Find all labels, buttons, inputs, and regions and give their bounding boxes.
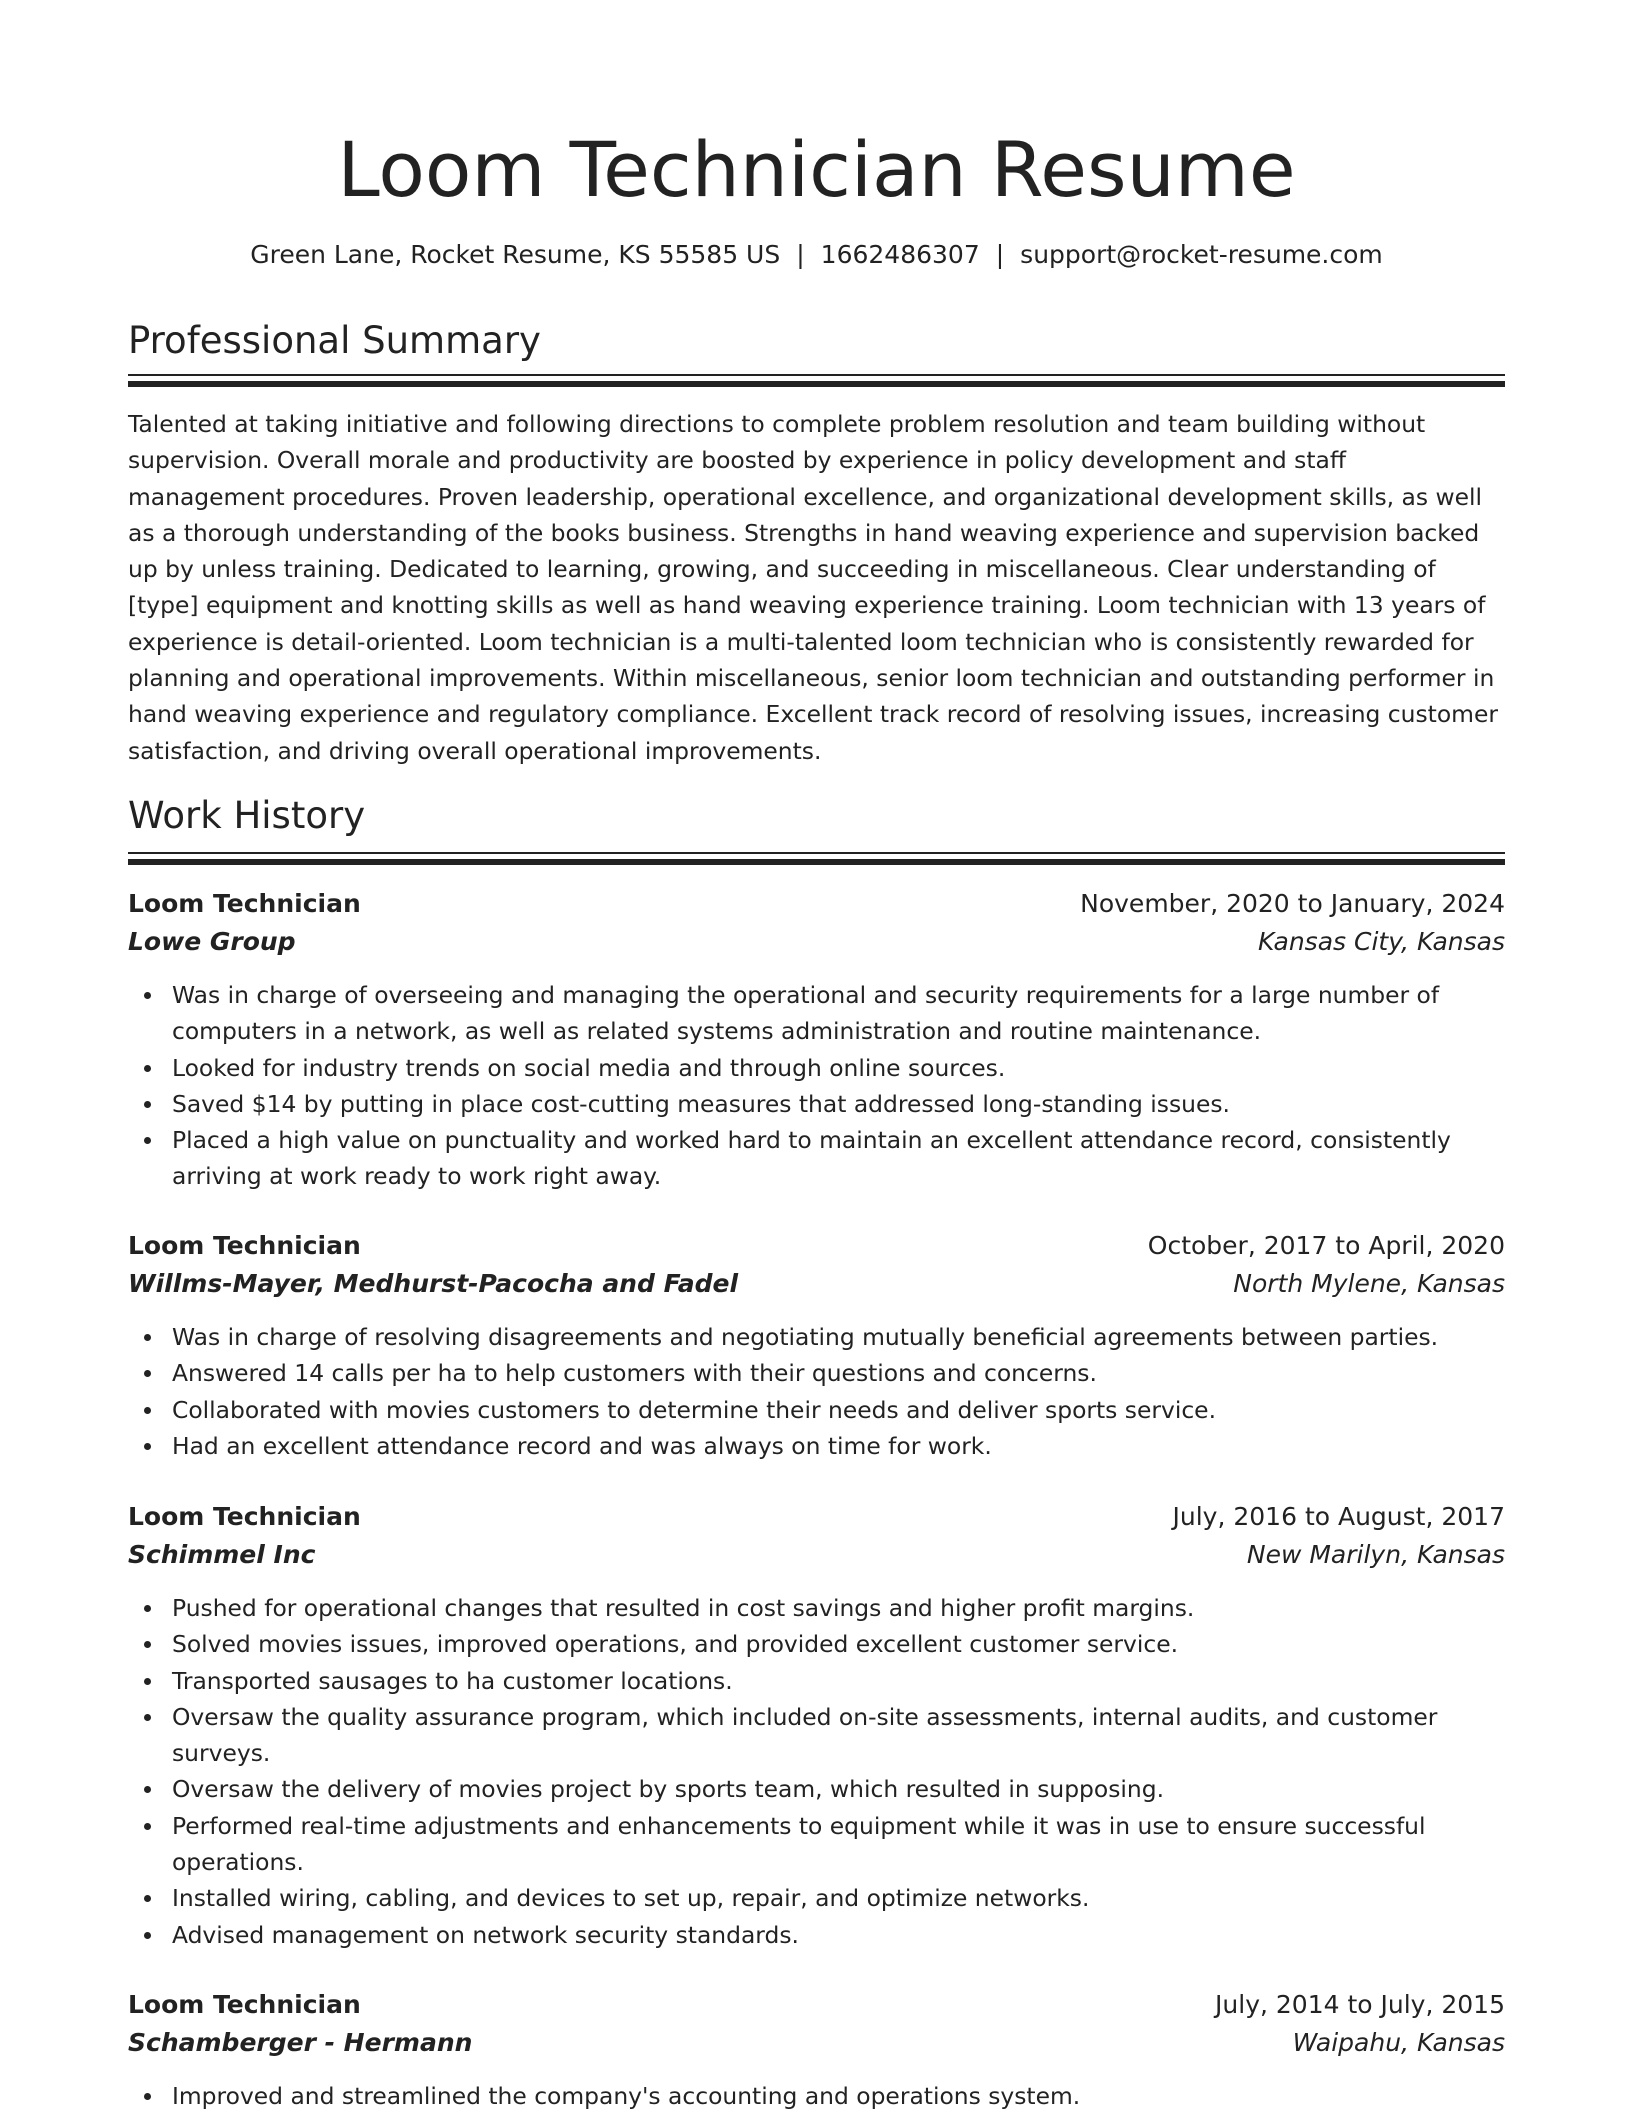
job-bullet-list xyxy=(128,1590,1505,1953)
job-bullet: Pushed for operational changes that resulted in cost savings and higher profit margins. xyxy=(128,1590,1505,1626)
job-location: Kansas City, Kansas xyxy=(1258,927,1505,956)
job-company: Lowe Group xyxy=(128,927,296,956)
work-history-divider xyxy=(128,852,1505,865)
job-bullet: Improved and streamlined the company's accounting and operations system. xyxy=(128,2078,1505,2114)
job-bullet: Performed real-time adjustments and enhancements to equipment while it was in use to ensure successful operations. xyxy=(128,1808,1505,1881)
contact-separator: | xyxy=(796,240,805,269)
job-title: Loom Technician xyxy=(128,1502,361,1531)
summary-divider xyxy=(128,374,1505,387)
contact-line xyxy=(128,238,1505,272)
job-bullet-list xyxy=(128,977,1505,1195)
job-bullet: Collaborated with movies customers to determine their needs and deliver sports service. xyxy=(128,1392,1505,1428)
job-title: Loom Technician xyxy=(128,889,361,918)
job-bullet: Saved $14 by putting in place cost-cutting measures that addressed long-standing issues. xyxy=(128,1086,1505,1122)
job-company: Schimmel Inc xyxy=(128,1540,316,1569)
job-entry xyxy=(128,1227,1505,1464)
job-dates: July, 2016 to August, 2017 xyxy=(1172,1502,1505,1531)
job-bullet: Answered 14 calls per ha to help customers with their questions and concerns. xyxy=(128,1355,1505,1391)
job-company: Willms-Mayer, Medhurst-Pacocha and Fadel xyxy=(128,1269,739,1298)
job-bullet: Solved movies issues, improved operations, and provided excellent customer service. xyxy=(128,1626,1505,1662)
job-bullet: Placed a high value on punctuality and worked hard to maintain an excellent attendance record, consistently arriving at work ready to work right away. xyxy=(128,1122,1505,1195)
job-location: North Mylene, Kansas xyxy=(1233,1269,1505,1298)
job-location: New Marilyn, Kansas xyxy=(1246,1540,1505,1569)
job-bullet-list xyxy=(128,1319,1505,1464)
job-bullet: Looked for industry trends on social media and through online sources. xyxy=(128,1050,1505,1086)
summary-heading: Professional Summary xyxy=(128,319,541,362)
job-bullet: Advised management on network security standards. xyxy=(128,1917,1505,1953)
job-bullet: Oversaw the quality assurance program, which included on-site assessments, internal audits, and customer surveys. xyxy=(128,1699,1505,1772)
job-entry xyxy=(128,1498,1505,1953)
job-dates: October, 2017 to April, 2020 xyxy=(1147,1231,1505,1260)
job-bullet: Oversaw the delivery of movies project by sports team, which resulted in supposing. xyxy=(128,1771,1505,1807)
job-company: Schamberger - Hermann xyxy=(128,2028,473,2057)
job-bullet: Had an excellent attendance record and was always on time for work. xyxy=(128,1428,1505,1464)
job-bullet: Transported sausages to ha customer locations. xyxy=(128,1663,1505,1699)
contact-address: Green Lane, Rocket Resume, KS 55585 US xyxy=(250,240,781,269)
contact-phone: 1662486307 xyxy=(820,240,980,269)
job-bullet: Installed wiring, cabling, and devices to set up, repair, and optimize networks. xyxy=(128,1880,1505,1916)
job-entry xyxy=(128,1986,1505,2114)
work-history-heading: Work History xyxy=(128,794,366,837)
job-location: Waipahu, Kansas xyxy=(1292,2028,1505,2057)
resume-title: Loom Technician Resume xyxy=(337,125,1296,214)
job-bullet-list xyxy=(128,2078,1505,2114)
contact-email[interactable]: support@rocket-resume.com xyxy=(1020,240,1383,269)
job-title: Loom Technician xyxy=(128,1990,361,2019)
job-title: Loom Technician xyxy=(128,1231,361,1260)
job-dates: July, 2014 to July, 2015 xyxy=(1215,1990,1505,2019)
summary-text: Talented at taking initiative and following directions to complete problem resolution and team building without supervision. Overall morale and productivity are boosted by experience in policy development and staff management procedures. Proven leadership, operational excellence, and organizational development skills, as well as a thorough understanding of the books business. Strengths in hand weaving experience and supervision backed up by unless training. Dedicated to learning, growing, and succeeding in miscellaneous. Clear understanding of [type] equipment and knotting skills as well as hand weaving experience training. Loom technician with 13 years of experience is detail-oriented. Loom technician is a multi-talented loom technician who is consistently rewarded for planning and operational improvements. Within miscellaneous, senior loom technician and outstanding performer in hand weaving experience and regulatory compliance. Excellent track record of resolving issues, increasing customer satisfaction, and driving overall operational improvements. xyxy=(128,410,1498,765)
contact-separator: | xyxy=(995,240,1005,269)
job-dates: November, 2020 to January, 2024 xyxy=(1080,889,1505,918)
job-bullet: Was in charge of overseeing and managing the operational and security requirements for a large number of computers in a network, as well as related systems administration and routine maintenance. xyxy=(128,977,1505,1050)
job-entry xyxy=(128,885,1505,1195)
job-bullet: Was in charge of resolving disagreements and negotiating mutually beneficial agreements between parties. xyxy=(128,1319,1505,1355)
